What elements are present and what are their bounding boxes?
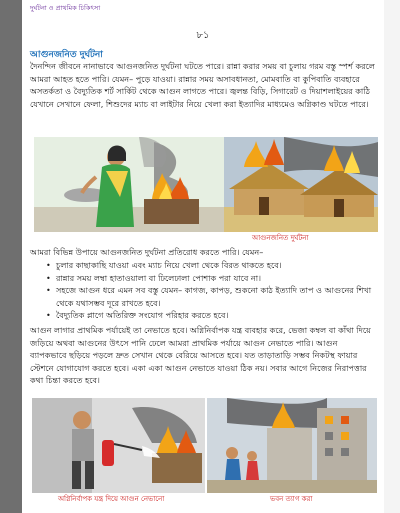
list-item: • চুলার কাছাকাছি যাওয়া এবং ম্যাচ নিয়ে খেলা থেকে বিরত থাকতে হবে। — [46, 259, 376, 272]
page-number: ৮১ — [196, 30, 210, 41]
first-aid-paragraph: আগুন লাগার প্রাথমিক পর্যায়েই তা নেভাতে হবে। অগ্নিনির্বাপক যন্ত্র ব্যবহার করে, ভেজা কম্বল বা কাঁথা দিয়ে জড়িয়ে অথবা আগুনের উৎসে পানি ঢেলে আমরা প্রাথমিক পর্যায়ে আগুন নেভাতে পারি। আগুন ব্যাপকভাবে ছড়িয়ে পড়লে দ্রুত সেখান থেকে বেরিয়ে আসতে হবে। যত তাড়াতাড়ি সম্ভব নিকটস্থ ফায়ার স্টেশনে যোগাযোগ করতে হবে। একা একা আগুন নেভাতে যাওয়া ঠিক নয়। সবার আগে নিজের নিরাপত্তার কথা চিন্তা করতে হবে। — [30, 325, 371, 385]
background-left — [0, 0, 22, 513]
intro-paragraph: দৈনন্দিন জীবনে নানাভাবে আগুনজনিত দুর্ঘটনা ঘটতে পারে। রান্না করার সময় বা চুলায় গরম বস্তু স্পর্শ করলে আমরা আহত হতে পারি। যেমন– পুড়ে যাওয়া। রান্নার সময় অসাবধানতা, মোমবাতি বা কুপিবাতি ব্যবহারে অসতর্কতা ও বৈদ্যুতিক শর্ট সার্কিট থেকে আগুন লাগতে পারে। জ্বলন্ত বিড়ি, সিগারেট ও দিয়াশলাইয়ের কাঠি যেখানে সেখানে ফেলা, শিশুদের ম্যাচ বা লাইটার নিয়ে খেলা করা ইত্যাদির মাধ্যমেও অগ্নিকাণ্ড ঘটতে পারে। — [30, 61, 375, 109]
textbook-page — [22, 0, 384, 513]
caption-fire-incident: আগুনজনিত দুর্ঘটনা — [252, 234, 309, 242]
burning-houses-illustration — [224, 137, 378, 232]
caption-extinguisher: অগ্নিনির্বাপক যন্ত্র দিয়ে আগুন নেভানো — [58, 495, 165, 503]
caption-leave-building: ভবন ত্যাগ করা — [270, 495, 313, 503]
evacuation-drawing — [207, 398, 377, 493]
background-right — [384, 0, 400, 513]
extinguisher-illustration — [32, 398, 205, 493]
prevention-list — [46, 259, 376, 322]
list-item: • রান্নার সময় লম্বা হাতাওয়ালা বা ঢিলেঢালা পোশাক পরা যাবে না। — [46, 272, 376, 285]
cooking-fire-illustration — [34, 137, 224, 232]
evacuation-illustration — [207, 398, 377, 493]
list-item: • বৈদ্যুতিক প্লাগে অতিরিক্ত সংযোগ পরিহার করতে হবে। — [46, 309, 376, 322]
prevention-intro: আমরা বিভিন্ন উপায়ে আগুনজনিত দুর্ঘটনা প্রতিরোধ করতে পারি। যেমন– — [30, 247, 264, 257]
extinguisher-drawing — [32, 398, 205, 493]
list-item: • সহজে আগুন ধরে এমন সব বস্তু যেমন– কাগজ, কাপড়, শুকনো কাঠ ইত্যাদি তাপ ও আগুনের শিখা থেকে যথাসম্ভব দূরে রাখতে হবে। — [46, 284, 376, 309]
cooking-fire-drawing — [34, 137, 224, 232]
section-title: আগুনজনিত দুর্ঘটনা — [30, 50, 103, 60]
running-head: দুর্ঘটনা ও প্রাথমিক চিকিৎসা — [30, 4, 101, 12]
burning-houses-drawing — [224, 137, 378, 232]
